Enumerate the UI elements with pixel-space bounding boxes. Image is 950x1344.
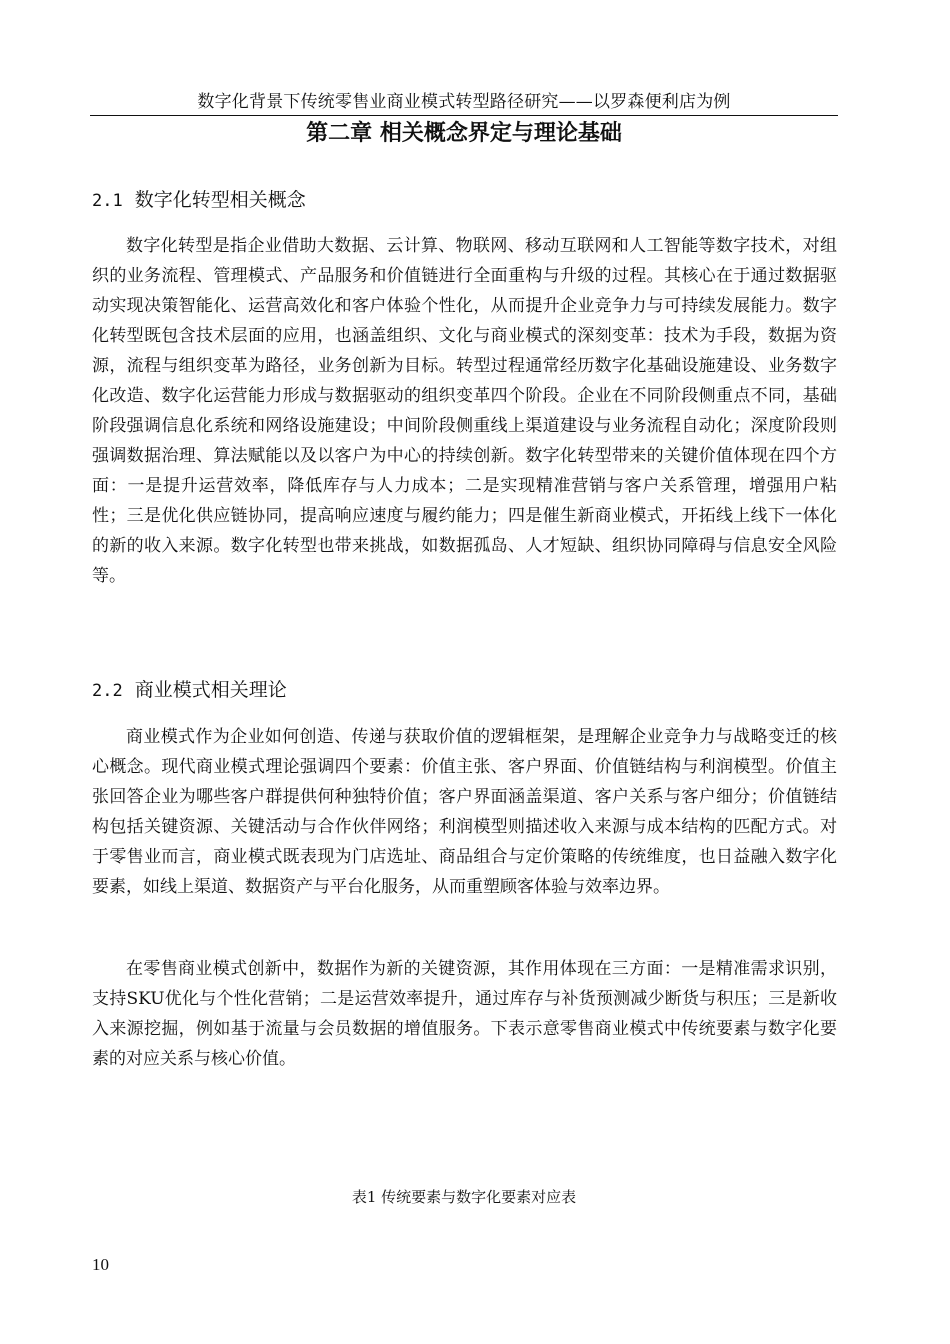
- running-header: 数字化背景下传统零售业商业模式转型路径研究——以罗森便利店为例: [197, 92, 731, 112]
- body-paragraph: 商业模式作为企业如何创造、传递与获取价值的逻辑框架，是理解企业竞争力与战略变迁的核心概念。现代商业模式理论强调四个要素：价值主张、客户界面、价值链结构与利润模型。价值主张回答企业为哪些客户群提供何种独特价值；客户界面涵盖渠道、客户关系与客户细分；价值链结构包括关键资源、关键活动与合作伙伴网络；利润模型则描述收入来源与成本结构的匹配方式。对于零售业而言，商业模式既表现为门店选址、商品组合与定价策略的传统维度，也日益融入数字化要素，如线上渠道、数据资产与平台化服务，从而重塑顾客体验与效率边界。: [92, 727, 837, 897]
- section-number: 2.2: [92, 681, 123, 701]
- body-paragraph: 在零售商业模式创新中，数据作为新的关键资源，其作用体现在三方面：一是精准需求识别，支持SKU优化与个性化营销；二是运营效率提升，通过库存与补货预测减少断货与积压；三是新收入来源挖掘，例如基于流量与会员数据的增值服务。下表示意零售商业模式中传统要素与数字化要素的对应关系与核心价值。: [92, 959, 837, 1069]
- section-title: 数字化转型相关概念: [134, 189, 306, 211]
- section-heading-2-1: [92, 186, 306, 215]
- page-number: 10: [92, 1255, 109, 1274]
- table-caption: 表1 传统要素与数字化要素对应表: [351, 1188, 577, 1206]
- body-paragraph: 数字化转型是指企业借助大数据、云计算、物联网、移动互联网和人工智能等数字技术，对组织的业务流程、管理模式、产品服务和价值链进行全面重构与升级的过程。其核心在于通过数据驱动实现决策智能化、运营高效化和客户体验个性化，从而提升企业竞争力与可持续发展能力。数字化转型既包含技术层面的应用，也涵盖组织、文化与商业模式的深刻变革：技术为手段，数据为资源，流程与组织变革为路径，业务创新为目标。转型过程通常经历数字化基础设施建设、业务数字化改造、数字化运营能力形成与数据驱动的组织变革四个阶段。企业在不同阶段侧重点不同，基础阶段强调信息化系统和网络设施建设；中间阶段侧重线上渠道建设与业务流程自动化；深度阶段则强调数据治理、算法赋能以及以客户为中心的持续创新。数字化转型带来的关键价值体现在四个方面：一是提升运营效率，降低库存与人力成本；二是实现精准营销与客户关系管理，增强用户粘性；三是优化供应链协同，提高响应速度与履约能力；四是催生新商业模式，开拓线上线下一体化的新的收入来源。数字化转型也带来挑战，如数据孤岛、人才短缺、组织协同障碍与信息安全风险等。: [92, 236, 837, 586]
- section-heading-2-2: [92, 676, 287, 705]
- chapter-title: 第二章 相关概念界定与理论基础: [306, 121, 622, 146]
- section-number: 2.1: [92, 191, 123, 211]
- header-rule: [90, 115, 838, 116]
- section-title: 商业模式相关理论: [134, 679, 287, 701]
